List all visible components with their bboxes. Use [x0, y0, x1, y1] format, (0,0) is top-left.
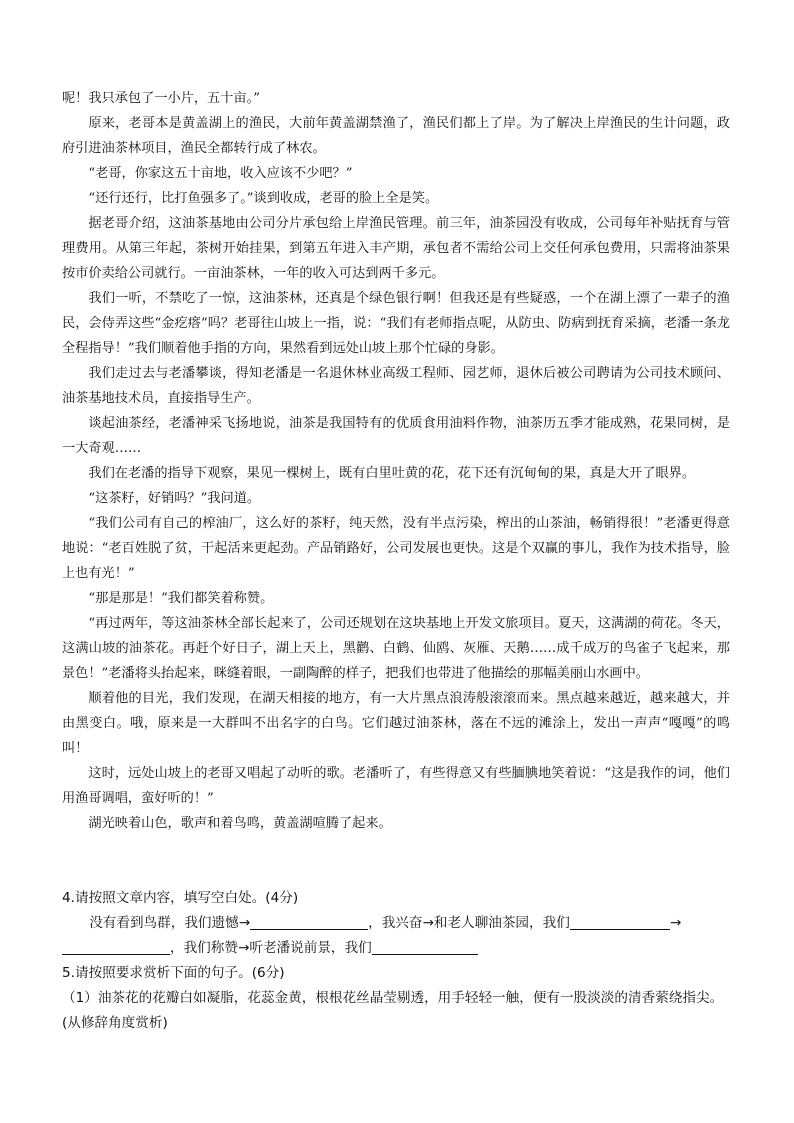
story-paragraph: 湖光映着山色，歌声和着鸟鸣，黄盖湖喧腾了起来。: [88, 816, 392, 831]
fill-text: ，我们称赞→听老潘说前景，我们: [170, 940, 372, 956]
story-text: [62, 86, 730, 836]
question-4-fill-line-1: [62, 911, 730, 936]
story-paragraph: 我们走过去与老潘攀谈，得知老潘是一名退休林业高级工程师、园艺师，退休后被公司聘请为公司技术顾问、油茶基地技术员，直接指导生产。: [62, 366, 730, 406]
story-paragraph: 我们一听，不禁吃了一惊，这油茶林，还真是个绿色银行啊！但我还是有些疑惑，一个在湖上漂了一辈子的渔民，会侍弄这些“金疙瘩”吗？老哥往山坡上一指，说：“我们有老师指点呢，从防虫、防病到抚育采摘，老潘一条龙全程指导！”我们顺着他手指的方向，果然看到远处山坡上那个忙碌的身影。: [62, 291, 730, 356]
story-paragraph: 据老哥介绍，这油茶基地由公司分片承包给上岸渔民管理。前三年，油茶园没有收成，公司每年补贴抚育与管理费用。从第三年起，茶树开始挂果，到第五年进入丰产期，承包者不需给公司上交任何承包费用，只需将油茶果按市价卖给公司就行。一亩油茶林，一年的收入可达到两千多元。: [62, 216, 730, 281]
answer-blank-2[interactable]: [570, 913, 670, 930]
story-paragraph: “这茶籽，好销吗？”我问道。: [88, 491, 261, 506]
story-paragraph: 我们在老潘的指导下观察，果见一棵树上，既有白里吐黄的花，花下还有沉甸甸的果，真是大开了眼界。: [88, 466, 696, 481]
story-paragraph: “老哥，你家这五十亩地，收入应该不少吧？”: [88, 166, 353, 181]
story-paragraph: 呢！我只承包了一小片，五十亩。”: [62, 91, 260, 106]
answer-blank-3[interactable]: [62, 938, 170, 955]
story-paragraph: 这时，远处山坡上的老哥又唱起了动听的歌。老潘听了，有些得意又有些腼腆地笑着说：“这是我作的词，他们用渔哥调唱，蛮好听的！”: [62, 766, 730, 806]
story-paragraph: 顺着他的目光，我们发现，在湖天相接的地方，有一大片黑点浪涛般滚滚而来。黑点越来越近，越来越大，并由黑变白。哦，原来是一大群叫不出名字的白鸟。它们越过油茶林，落在不远的滩涂上，发出一声声“嘎嘎”的鸣叫！: [62, 691, 730, 756]
arrow-text: →: [669, 915, 682, 931]
story-paragraph: “我们公司有自己的榨油厂，这么好的茶籽，纯天然，没有半点污染，榨出的山茶油，畅销得很！”老潘更得意地说：“老百姓脱了贫，干起活来更起劲。产品销路好，公司发展也更快。这是个双赢的事儿，我作为技术指导，脸上也有光！”: [62, 516, 730, 581]
question-5-title: 5.请按照要求赏析下面的句子。(6分): [62, 965, 285, 981]
question-5-sub-1: （1）油茶花的花瓣白如凝脂，花蕊金黄，根根花丝晶莹剔透，用手轻轻一触，便有一股淡淡的清香萦绕指尖。(从修辞角度赏析): [62, 990, 724, 1031]
fill-text: ，我兴奋→和老人聊油茶园，我们: [368, 915, 570, 931]
story-paragraph: 谈起油茶经，老潘神采飞扬地说，油茶是我国特有的优质食用油料作物，油茶历五季才能成熟，花果同树，是一大奇观……: [62, 416, 730, 456]
story-paragraph: 原来，老哥本是黄盖湖上的渔民，大前年黄盖湖禁渔了，渔民们都上了岸。为了解决上岸渔民的生计问题，政府引进油茶林项目，渔民全都转行成了林农。: [62, 116, 730, 156]
fill-text: 没有看到鸟群，我们遗憾→: [89, 915, 251, 931]
story-paragraph: “再过两年，等这油茶林全部长起来了，公司还规划在这块基地上开发文旅项目。夏天，这满湖的荷花。冬天，这满山坡的油茶花。再赶个好日子，湖上天上，黑鹳、白鹤、仙鸥、灰雁、天鹅……成千成万的鸟雀子飞起来，那景色！”老潘将头抬起来，眯缝着眼，一副陶醉的样子，把我们也带进了他描绘的那幅美丽山水画中。: [62, 616, 730, 681]
story-paragraph: “还行还行，比打鱼强多了。”谈到收成，老哥的脸上全是笑。: [88, 191, 439, 206]
questions-section: [62, 886, 730, 1036]
story-paragraph: “那是那是！”我们都笑着称赞。: [88, 591, 274, 606]
question-4-title: 4.请按照文章内容，填写空白处。(4分): [62, 890, 299, 906]
answer-blank-4[interactable]: [372, 938, 478, 955]
answer-blank-1[interactable]: [250, 913, 368, 930]
question-4-fill-line-2: [62, 936, 730, 961]
